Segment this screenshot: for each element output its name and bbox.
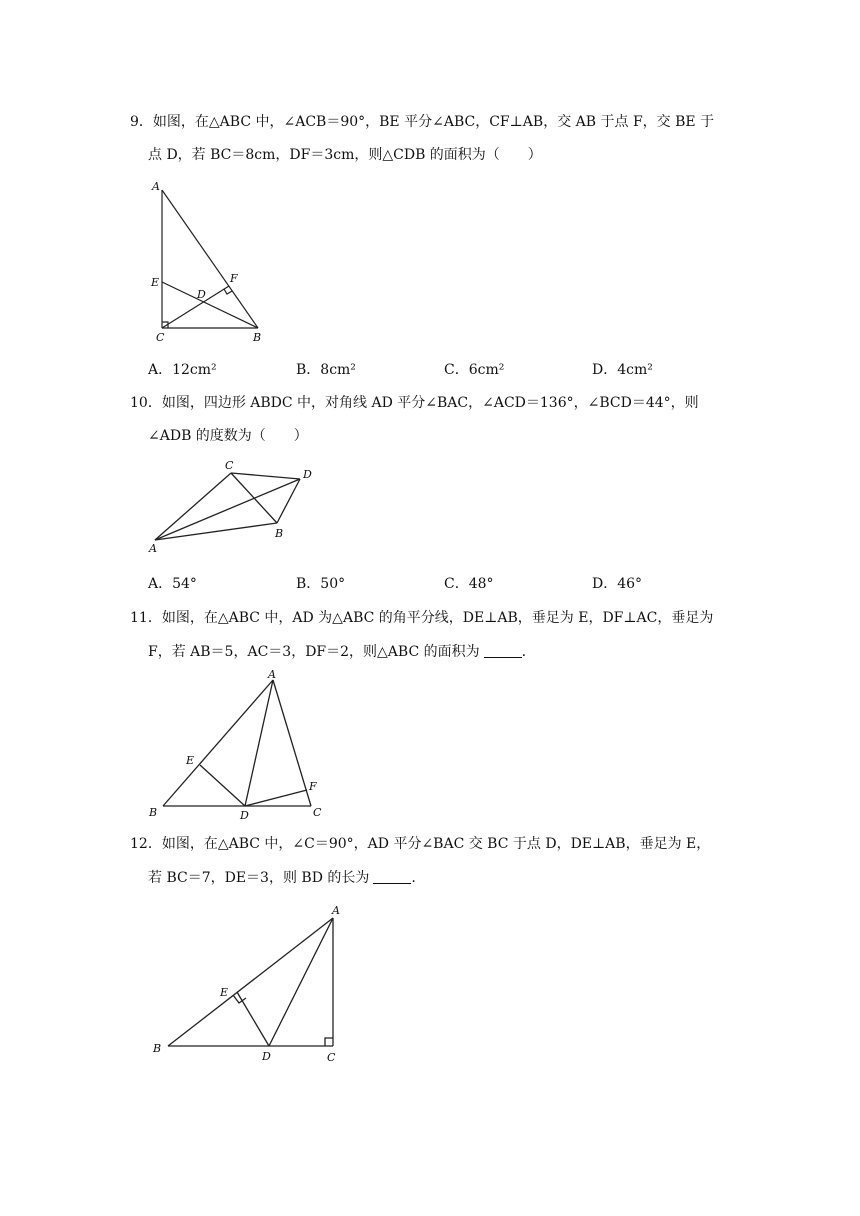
- q10-option-d[interactable]: D．46°: [592, 576, 643, 592]
- q11-text-line2-end: .: [521, 644, 527, 660]
- q10-label-a: A: [149, 542, 157, 555]
- q11-label-c: C: [313, 806, 322, 819]
- q12-label-b: B: [153, 1042, 162, 1055]
- q9-figure: [148, 178, 278, 348]
- q9-segment-be: [162, 282, 258, 328]
- q10-label-b: B: [275, 527, 284, 540]
- q11-segment-df: [245, 790, 307, 806]
- q11-text-line1: 11．如图，在△ABC 中，AD 为△ABC 的角平分线，DE⊥AB，垂足为 E，DF⊥AC，垂足为: [130, 610, 714, 626]
- q9-label-a: A: [152, 180, 160, 193]
- q10-label-d: D: [303, 468, 312, 481]
- q11-figure: [145, 668, 345, 822]
- q12-segment-de: [237, 992, 269, 1046]
- q10-option-b[interactable]: B．50°: [296, 576, 346, 592]
- q12-text-line1: 12．如图，在△ABC 中，∠C＝90°，AD 平分∠BAC 交 BC 于点 D，DE⊥AB，垂足为 E，: [130, 836, 711, 852]
- q9-label-d: D: [197, 288, 206, 301]
- q11-label-b: B: [149, 806, 158, 819]
- q11-segment-ab: [163, 680, 273, 806]
- q11-text-line2-wrap: [148, 642, 526, 662]
- q9-text-line1: 9．如图，在△ABC 中，∠ACB＝90°，BE 平分∠ABC，CF⊥AB，交 AB 于点 F，交 BE 于: [130, 114, 715, 130]
- q9-segment-cf: [162, 286, 229, 328]
- q9-option-a[interactable]: A．12cm²: [148, 362, 217, 378]
- q11-answer-blank[interactable]: [484, 643, 522, 658]
- q12-figure: [150, 900, 360, 1070]
- q11-segment-ad: [245, 680, 273, 806]
- q11-label-e: E: [186, 754, 195, 767]
- q11-segment-ac: [273, 680, 311, 806]
- q12-answer-blank[interactable]: [373, 869, 411, 884]
- q11-segment-de: [200, 765, 245, 806]
- q12-label-c: C: [327, 1051, 336, 1064]
- q11-label-d: D: [240, 809, 249, 822]
- q9-label-e: E: [151, 276, 160, 289]
- q9-option-c[interactable]: C．6cm²: [444, 362, 505, 378]
- q12-right-angle-c: [325, 1038, 333, 1046]
- q9-text-line2: 点 D，若 BC＝8cm，DF＝3cm，则△CDB 的面积为（ ）: [148, 147, 542, 163]
- q9-segment-ab: [162, 190, 258, 328]
- q11-label-a: A: [268, 668, 276, 681]
- q9-option-b[interactable]: B．8cm²: [296, 362, 356, 378]
- q12-text-line2: 若 BC＝7，DE＝3，则 BD 的长为: [148, 870, 370, 886]
- q12-label-d: D: [262, 1050, 271, 1063]
- q10-text-line1: 10．如图，四边形 ABDC 中，对角线 AD 平分∠BAC，∠ACD＝136°，∠BCD＝44°，则: [130, 395, 699, 411]
- q10-segment-db: [277, 479, 300, 523]
- q9-label-c: C: [156, 331, 165, 344]
- q12-segment-ab: [168, 918, 333, 1046]
- q9-label-f: F: [230, 272, 238, 285]
- q10-segment-ab: [155, 523, 277, 540]
- q12-label-a: A: [332, 904, 340, 917]
- q10-option-c[interactable]: C．48°: [444, 576, 494, 592]
- q11-text-line2: F，若 AB＝5，AC＝3，DF＝2，则△ABC 的面积为: [148, 644, 480, 660]
- q9-option-d[interactable]: D．4cm²: [592, 362, 653, 378]
- q10-text-line2: ∠ADB 的度数为（ ）: [148, 428, 308, 444]
- q9-label-b: B: [253, 331, 262, 344]
- q12-label-e: E: [220, 986, 229, 999]
- q12-segment-ad: [269, 918, 333, 1046]
- q10-segment-cd: [231, 473, 300, 479]
- q12-text-line2-wrap: [148, 868, 416, 888]
- q10-label-c: C: [225, 459, 234, 472]
- q10-figure: [145, 455, 325, 555]
- q10-segment-ac: [155, 473, 231, 540]
- q12-text-line2-end: .: [411, 870, 416, 886]
- q10-segment-cb: [231, 473, 277, 523]
- q11-label-f: F: [309, 780, 317, 793]
- q10-option-a[interactable]: A．54°: [148, 576, 197, 592]
